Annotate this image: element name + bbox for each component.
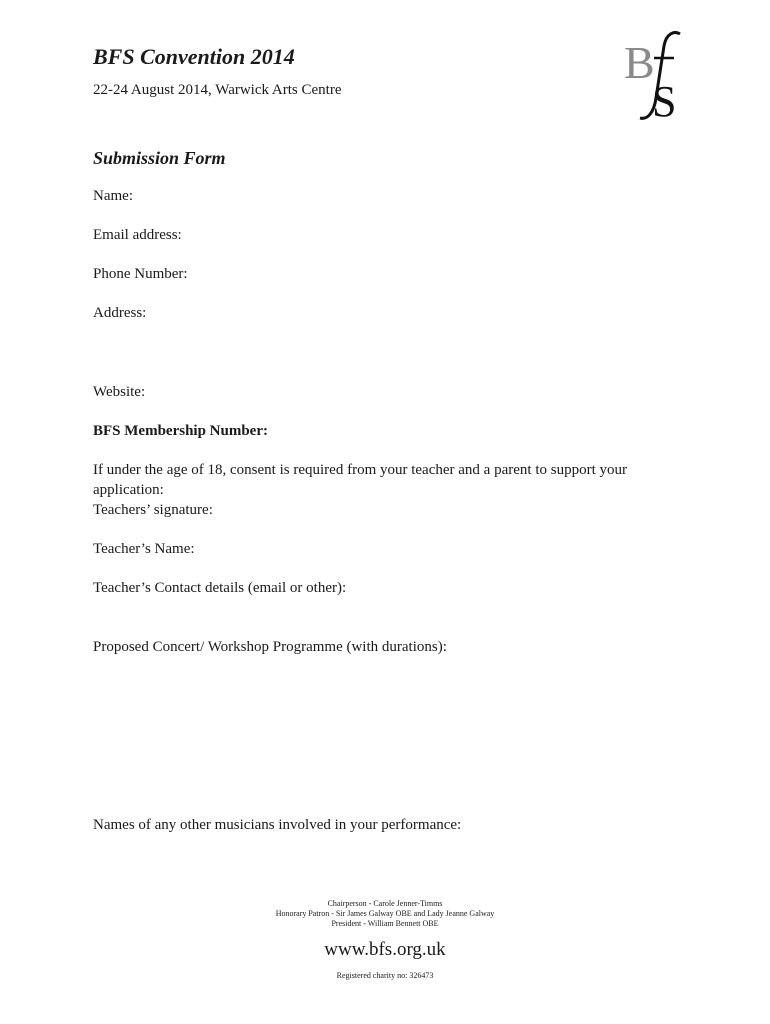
- email-label: Email address:: [93, 227, 182, 243]
- logo-letter-s: S: [652, 77, 677, 124]
- address-label: Address:: [93, 305, 147, 321]
- footer-chairperson: Chairperson - Carole Jenner-Timms: [327, 899, 443, 908]
- consent-text: If under the age of 18, consent is required from your teacher and a parent to support your application:: [93, 462, 627, 498]
- teacher-name-label: Teacher’s Name:: [93, 541, 195, 557]
- programme-label: Proposed Concert/ Workshop Programme (with durations):: [93, 639, 447, 655]
- teacher-signature-label: Teachers’ signature:: [93, 502, 213, 518]
- bfs-logo: [622, 28, 694, 124]
- footer-patron: Honorary Patron - Sir James Galway OBE and Lady Jeanne Galway: [275, 909, 495, 918]
- website-label: Website:: [93, 384, 146, 400]
- footer-president: President - William Bennett OBE: [331, 919, 439, 928]
- form-title: Submission Form: [93, 148, 226, 168]
- phone-label: Phone Number:: [93, 266, 188, 282]
- teacher-contact-label: Teacher’s Contact details (email or other):: [93, 580, 347, 596]
- footer-website: www.bfs.org.uk: [324, 939, 446, 960]
- logo-letter-b: B: [624, 37, 655, 88]
- other-musicians-label: Names of any other musicians involved in your performance:: [93, 817, 462, 833]
- document-title: BFS Convention 2014: [93, 44, 295, 69]
- event-details: 22-24 August 2014, Warwick Arts Centre: [93, 82, 342, 98]
- footer-charity-number: Registered charity no: 326473: [336, 971, 434, 980]
- name-label: Name:: [93, 188, 133, 204]
- membership-number-label: BFS Membership Number:: [93, 423, 268, 439]
